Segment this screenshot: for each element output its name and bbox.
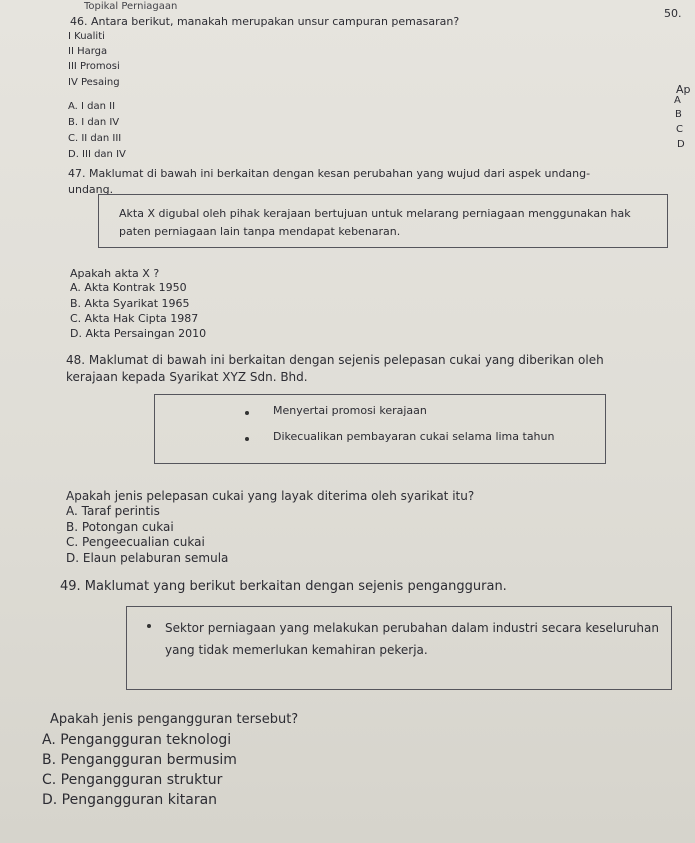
bullet-icon xyxy=(245,411,249,415)
margin-letter: C xyxy=(676,124,683,135)
bullet-icon xyxy=(147,624,151,628)
statement: IV Pesaing xyxy=(68,77,120,88)
option-b[interactable]: B. I dan IV xyxy=(68,117,120,128)
info-box-49 xyxy=(126,606,672,690)
option-b[interactable]: B. Potongan cukai xyxy=(66,520,174,534)
option-d[interactable]: D. Akta Persaingan 2010 xyxy=(70,327,207,340)
option-c[interactable]: C. Pengangguran struktur xyxy=(42,772,223,788)
margin-letter: Ap xyxy=(676,83,691,96)
option-c[interactable]: C. Pengeecualian cukai xyxy=(66,535,205,549)
info-box-47 xyxy=(98,194,668,248)
info-box-text: Sektor perniagaan yang melakukan perubahan dalam industri secara keseluruhan yang tidak memerlukan kemahiran pekerja. xyxy=(165,621,659,657)
question-47-prompt: Apakah akta X ? xyxy=(70,267,160,280)
margin-letter: D xyxy=(677,139,685,150)
statement: III Promosi xyxy=(68,61,120,72)
page-number: 50. xyxy=(664,7,682,20)
option-c[interactable]: C. II dan III xyxy=(68,133,122,144)
info-box-48 xyxy=(154,394,606,464)
margin-letter: B xyxy=(675,109,682,120)
option-a[interactable]: A. I dan II xyxy=(68,101,116,112)
question-47-continuation: undang. xyxy=(68,183,114,196)
question-48: 48. Maklumat di bawah ini berkaitan dengan sejenis pelepasan cukai yang diberikan oleh xyxy=(66,353,604,367)
option-b[interactable]: B. Akta Syarikat 1965 xyxy=(70,297,190,310)
statement: II Harga xyxy=(68,46,108,57)
option-d[interactable]: D. III dan IV xyxy=(68,149,126,160)
bullet-icon xyxy=(245,437,249,441)
question-46: 46. Antara berikut, manakah merupakan unsur campuran pemasaran? xyxy=(70,15,460,28)
question-48-prompt: Apakah jenis pelepasan cukai yang layak diterima oleh syarikat itu? xyxy=(66,489,475,503)
statement: I Kualiti xyxy=(68,31,105,42)
option-a[interactable]: A. Akta Kontrak 1950 xyxy=(70,281,187,294)
option-b[interactable]: B. Pengangguran bermusim xyxy=(42,752,237,768)
info-item: Menyertai promosi kerajaan xyxy=(273,404,427,417)
question-47: 47. Maklumat di bawah ini berkaitan dengan kesan perubahan yang wujud dari aspek undang- xyxy=(68,167,591,180)
question-49-prompt: Apakah jenis pengangguran tersebut? xyxy=(50,712,299,727)
option-c[interactable]: C. Akta Hak Cipta 1987 xyxy=(70,312,199,325)
info-item: Dikecualikan pembayaran cukai selama lima tahun xyxy=(273,430,555,443)
info-box-text: Akta X digubal oleh pihak kerajaan bertujuan untuk melarang perniagaan menggunakan hak paten perniagaan lain tanpa mendapat kebenaran. xyxy=(119,207,631,238)
question-48-continuation: kerajaan kepada Syarikat XYZ Sdn. Bhd. xyxy=(66,370,308,384)
question-49: 49. Maklumat yang berikut berkaitan dengan sejenis pengangguran. xyxy=(60,579,507,594)
option-d[interactable]: D. Pengangguran kitaran xyxy=(42,792,218,808)
option-a[interactable]: A. Taraf perintis xyxy=(66,504,160,518)
option-a[interactable]: A. Pengangguran teknologi xyxy=(42,732,232,748)
option-d[interactable]: D. Elaun pelaburan semula xyxy=(66,551,229,565)
running-title: Topikal Perniagaan xyxy=(84,1,178,12)
margin-letter: A xyxy=(674,95,681,106)
